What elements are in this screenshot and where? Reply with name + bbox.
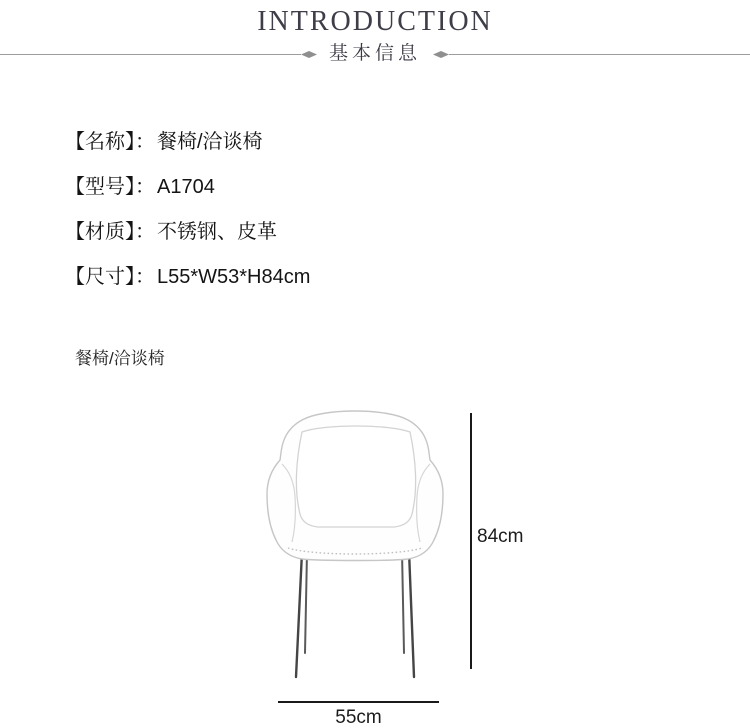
height-dimension-label: 84cm	[477, 526, 524, 547]
spec-row-size	[65, 266, 310, 288]
section-subtitle: 基本信息	[329, 43, 422, 64]
spec-value: L55*W53*H84cm	[157, 266, 311, 288]
figure-caption: 餐椅/洽谈椅	[75, 349, 165, 368]
spec-label: 【型号】	[65, 176, 135, 198]
spec-row-material	[65, 221, 310, 243]
spec-value: 餐椅/洽谈椅	[157, 131, 263, 153]
width-dimension-line	[278, 701, 439, 703]
width-dimension-label: 55cm	[335, 707, 382, 728]
height-dimension-line	[470, 413, 472, 669]
chair-legs	[296, 551, 414, 677]
spec-separator: ：	[135, 266, 155, 288]
divider-diamond-right-icon	[433, 51, 449, 58]
chair-illustration	[258, 402, 458, 692]
divider-line-left	[0, 54, 301, 55]
spec-label: 【尺寸】	[65, 266, 135, 288]
spec-value: A1704	[157, 176, 215, 198]
spec-separator: ：	[135, 176, 155, 198]
spec-separator: ：	[135, 221, 155, 243]
spec-label: 【材质】	[65, 221, 135, 243]
spec-row-name	[65, 131, 310, 153]
chair-back-cushion	[296, 426, 415, 527]
spec-value: 不锈钢、皮革	[157, 221, 277, 243]
divider-line-right	[449, 54, 750, 55]
page-title: INTRODUCTION	[257, 6, 493, 37]
spec-row-model	[65, 176, 310, 198]
spec-separator: ：	[135, 131, 155, 153]
subtitle-divider	[0, 43, 750, 64]
divider-diamond-left-icon	[301, 51, 317, 58]
spec-label: 【名称】	[65, 131, 135, 153]
spec-list	[65, 131, 310, 311]
